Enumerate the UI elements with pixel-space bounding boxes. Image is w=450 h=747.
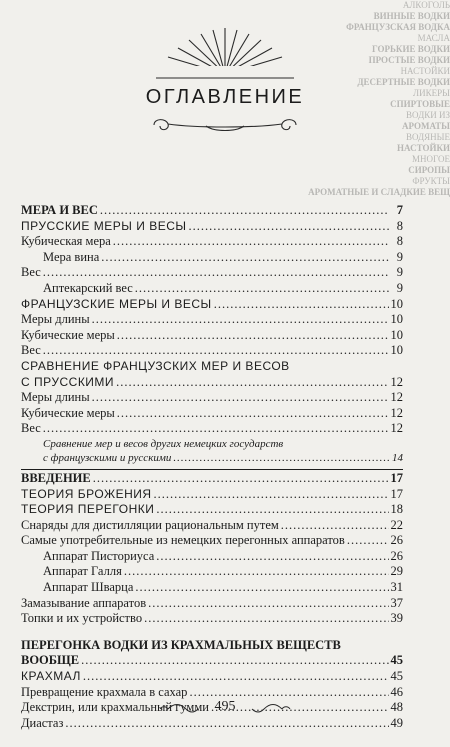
toc-entry — [21, 638, 403, 654]
toc-entry — [21, 502, 403, 518]
toc-entry-title: ПЕРЕГОНКА ВОДКИ ИЗ КРАХМАЛЬНЫХ ВЕЩЕСТВ — [21, 637, 341, 652]
sunburst-ornament — [140, 26, 310, 94]
toc-entry-title: Кубические меры — [21, 327, 115, 342]
bleed-line: СИРОПЫ — [408, 165, 450, 175]
toc-entry-page: 26 — [390, 548, 403, 563]
toc-entry-title: ВООБЩЕ — [21, 653, 80, 668]
toc-entry-title: СРАВНЕНИЕ ФРАНЦУЗСКИХ МЕР И ВЕСОВ — [21, 358, 290, 373]
toc-entry-page: 49 — [390, 715, 403, 730]
toc-entry — [21, 375, 403, 391]
toc-entry — [21, 359, 403, 375]
dot-leader — [113, 234, 389, 250]
toc-entry — [21, 611, 403, 627]
toc-entry — [21, 328, 403, 344]
dot-leader — [43, 421, 389, 437]
toc-entry-title: С ПРУССКИМИ — [21, 374, 115, 389]
toc-entry — [21, 580, 403, 596]
bleed-line: ГОРЬКИЕ ВОДКИ — [371, 44, 450, 54]
toc-entry-page: 8 — [396, 218, 403, 233]
dot-leader — [144, 611, 388, 627]
toc-entry-page: 37 — [390, 595, 403, 610]
table-of-contents — [21, 203, 403, 731]
toc-entry — [21, 203, 403, 219]
toc-entry-title: Меры длины — [21, 390, 90, 405]
bleed-line: ВИННЫЕ ВОДКИ — [373, 11, 450, 21]
toc-entry-page: 48 — [390, 700, 403, 715]
toc-entry-title: Топки и их устройство — [21, 611, 143, 626]
dot-leader — [92, 312, 389, 328]
toc-entry — [21, 437, 403, 451]
toc-entry-page: 9 — [396, 265, 403, 280]
dot-leader — [81, 653, 388, 669]
toc-entry-title: с французскими и русскими — [43, 451, 172, 464]
toc-entry-title: МЕРА И ВЕС — [21, 203, 98, 217]
toc-entry-title: Вес — [21, 265, 41, 280]
bleed-line: ПРОСТЫЕ ВОДКИ — [368, 55, 450, 65]
dot-leader — [156, 549, 388, 565]
dot-leader — [281, 518, 389, 534]
toc-entry-page: 9 — [396, 249, 403, 264]
toc-entry-page: 12 — [390, 390, 403, 405]
section-gap — [21, 627, 403, 638]
toc-entry-title: Мера вина — [43, 249, 100, 264]
toc-entry-page: 10 — [390, 327, 403, 342]
toc-entry-title: ТЕОРИЯ ПЕРЕГОНКИ — [21, 502, 155, 517]
toc-entry-title: Аппарат Шварца — [43, 580, 134, 595]
toc-entry-title: ТЕОРИЯ БРОЖЕНИЯ — [21, 486, 152, 501]
toc-entry-page: 22 — [390, 517, 403, 532]
bleed-line: ФРАНЦУЗСКАЯ ВОДКА — [346, 22, 450, 32]
page-title: ОГЛАВЛЕНИЕ — [145, 86, 305, 108]
dot-leader — [92, 390, 389, 406]
toc-entry-page: 8 — [396, 234, 403, 249]
toc-entry-title: Превращение крахмала в сахар — [21, 684, 188, 699]
dot-leader — [93, 471, 389, 487]
toc-entry-page: 10 — [390, 343, 403, 358]
toc-entry — [21, 518, 403, 534]
toc-entry — [21, 564, 403, 580]
dot-leader — [124, 564, 389, 580]
bleed-line: АРОМАТЫ — [402, 121, 450, 131]
toc-entry-title: Диастаз — [21, 715, 64, 730]
bleed-line: МАСЛА — [417, 33, 450, 43]
bleed-line: НАСТОЙКИ — [397, 143, 450, 153]
dot-leader — [189, 219, 390, 235]
bleed-line: ВОДКИ ИЗ — [406, 110, 450, 120]
dot-leader — [83, 669, 389, 685]
toc-entry — [21, 281, 403, 297]
toc-entry — [21, 533, 403, 549]
toc-entry — [21, 265, 403, 281]
dot-leader — [214, 297, 389, 313]
swirl-ornament — [146, 114, 304, 136]
toc-entry-title: Самые употребительные из немецких перегонных аппаратов — [21, 533, 345, 548]
bleed-line: МНОГОЕ — [412, 154, 450, 164]
toc-entry-title: Вес — [21, 343, 41, 358]
bleed-line: ЛИКЕРЫ — [413, 88, 450, 98]
toc-entry-page: 12 — [390, 374, 403, 389]
toc-entry-page: 14 — [392, 451, 403, 464]
dot-leader — [43, 265, 389, 281]
dot-leader — [135, 281, 389, 297]
toc-entry-page: 12 — [390, 421, 403, 436]
toc-entry-page: 31 — [390, 580, 403, 595]
toc-entry-page: 18 — [390, 502, 403, 517]
bleed-line: СПИРТОВЫЕ — [390, 99, 450, 109]
bleed-line: НАСТОЙКИ — [400, 66, 450, 76]
dot-leader — [156, 502, 388, 518]
bleed-line: ДЕСЕРТНЫЕ ВОДКИ — [357, 77, 450, 87]
toc-entry — [21, 297, 403, 313]
dot-leader — [347, 533, 389, 549]
toc-entry-page: 26 — [390, 533, 403, 548]
toc-entry — [21, 653, 403, 669]
toc-entry-page: 10 — [390, 296, 403, 311]
toc-entry — [21, 390, 403, 406]
toc-entry-page: 10 — [390, 312, 403, 327]
bleed-line: ВОДЯНЫЕ — [405, 132, 450, 142]
toc-entry — [21, 312, 403, 328]
page-number: 495 — [214, 699, 236, 714]
toc-entry-title: ВВЕДЕНИЕ — [21, 470, 91, 485]
toc-entry-page: 17 — [390, 486, 403, 501]
dot-leader — [43, 343, 389, 359]
toc-entry — [21, 421, 403, 437]
toc-entry — [21, 406, 403, 422]
toc-entry-page: 39 — [390, 611, 403, 626]
toc-entry — [21, 219, 403, 235]
dot-leader — [154, 487, 389, 503]
toc-entry-title: Аппарат Галля — [43, 564, 122, 579]
toc-entry-title: КРАХМАЛ — [21, 669, 81, 684]
dot-leader — [148, 596, 388, 612]
toc-entry-page: 46 — [390, 684, 403, 699]
toc-entry-page: 45 — [390, 669, 403, 684]
bleed-line: АРОМАТНЫЕ И СЛАДКИЕ ВЕЩ — [308, 187, 450, 197]
toc-entry-title: Замазывание аппаратов — [21, 595, 147, 610]
toc-entry-title: Сравнение мер и весов других немецких государств — [43, 437, 284, 450]
toc-entry-title: Снаряды для дистилляции рациональным путем — [21, 517, 279, 532]
dot-leader — [173, 451, 389, 465]
toc-entry-page: 9 — [396, 280, 403, 295]
bleed-line: АЛКОГОЛЬ — [402, 0, 450, 10]
bleed-line: ФРУКТЫ — [412, 176, 450, 186]
toc-entry-title: Аппарат Писториуса — [43, 548, 155, 563]
toc-entry — [21, 250, 403, 266]
toc-entry-page: 7 — [396, 203, 403, 217]
toc-entry-page: 45 — [390, 653, 403, 668]
toc-entry — [21, 487, 403, 503]
toc-entry — [21, 234, 403, 250]
toc-entry-page: 29 — [390, 564, 403, 579]
toc-entry-title: Вес — [21, 421, 41, 436]
dot-leader — [116, 375, 388, 391]
toc-entry — [21, 549, 403, 565]
toc-entry-title: Кубическая мера — [21, 234, 111, 249]
toc-entry-title: ФРАНЦУЗСКИЕ МЕРЫ И ВЕСЫ — [21, 296, 212, 311]
dot-leader — [101, 250, 389, 266]
toc-entry-title: Декстрин, или крахмальный гумми — [21, 700, 209, 715]
toc-entry-page: 12 — [390, 405, 403, 420]
toc-entry — [21, 669, 403, 685]
toc-entry-title: Кубические меры — [21, 405, 115, 420]
toc-entry-title: ПРУССКИЕ МЕРЫ И ВЕСЫ — [21, 218, 187, 233]
dot-leader — [117, 328, 389, 344]
toc-entry-page: 17 — [390, 470, 403, 485]
section-divider — [21, 469, 403, 470]
toc-entry — [21, 471, 403, 487]
toc-entry-title: Аптекарский вес — [43, 280, 133, 295]
toc-entry — [21, 451, 403, 465]
dot-leader — [100, 203, 389, 219]
dot-leader — [117, 406, 389, 422]
toc-entry — [21, 343, 403, 359]
toc-entry — [21, 596, 403, 612]
toc-entry-title: Меры длины — [21, 312, 90, 327]
dot-leader — [135, 580, 388, 596]
